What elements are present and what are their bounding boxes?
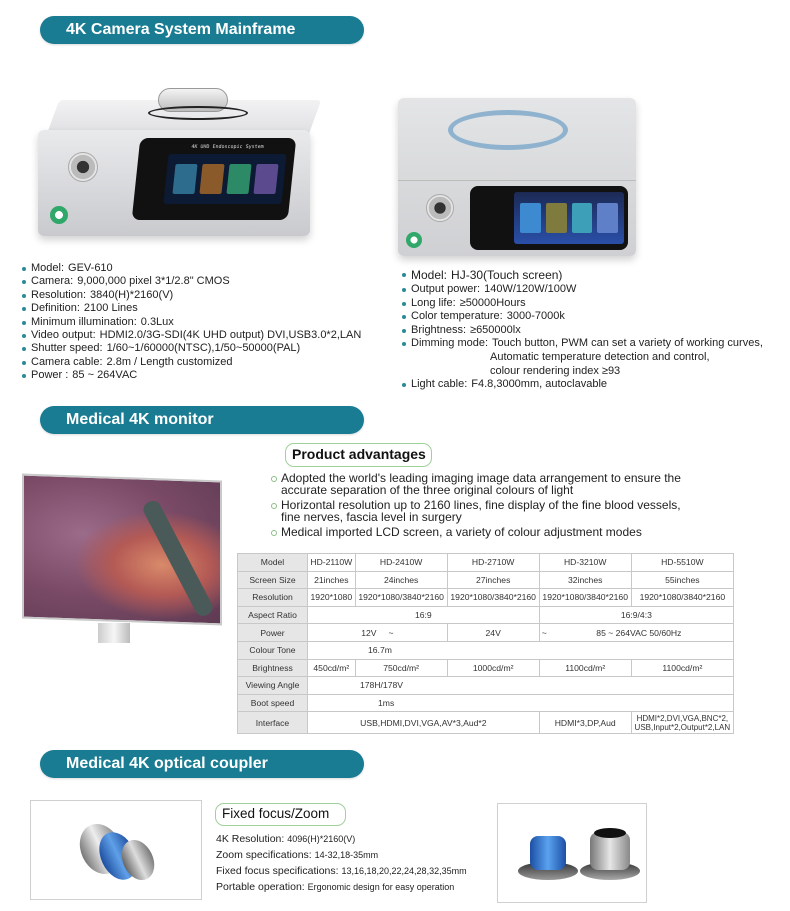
table-row [238, 606, 734, 624]
light-cable-image [448, 110, 568, 150]
monitor-stand [98, 623, 130, 643]
spec-item: Zoom specifications: 14-32,18-35mm [216, 849, 379, 861]
table-cell: 12V ~ [308, 624, 448, 642]
surgical-instrument-image [141, 498, 216, 618]
table-cell: HD-2710W [447, 554, 539, 572]
table-cell: 1ms [308, 694, 734, 712]
table-cell: 1100cd/m² [539, 659, 631, 677]
table-cell: 1920*1080/3840*2160 [355, 589, 447, 607]
table-row [238, 571, 734, 589]
fixed-focus-zoom-badge: Fixed focus/Zoom [215, 803, 346, 826]
table-cell: 750cd/m² [355, 659, 447, 677]
row-header: Viewing Angle [238, 677, 308, 695]
section-banner-monitor: Medical 4K monitor [40, 406, 364, 434]
table-cell: USB,HDMI,DVI,VGA,AV*3,Aud*2 [308, 712, 540, 734]
advantage-item: Adopted the world's leading imaging image data arrangement to ensure the accurate separation of the three original colours of light [271, 472, 691, 496]
camera-spec-list [22, 262, 361, 383]
table-cell: 16:9 [308, 606, 540, 624]
table-row [238, 712, 734, 734]
spec-item: 4K Resolution: 4096(H)*2160(V) [216, 833, 356, 845]
spec-item: Output power: 140W/120W/100W [402, 283, 763, 297]
spec-item: Definition: 2100 Lines [22, 302, 361, 315]
row-header: Model [238, 554, 308, 572]
spec-item: Camera: 9,000,000 pixel 3*1/2.8" CMOS [22, 275, 361, 288]
spec-item-continued: colour rendering index ≥93 [490, 364, 621, 377]
section-banner-coupler: Medical 4K optical coupler [40, 750, 364, 778]
row-header: Aspect Ratio [238, 606, 308, 624]
spec-item: Video output: HDMI2.0/3G-SDI(4K UHD output) DVI,USB3.0*2,LAN [22, 329, 361, 342]
spec-item: Model: GEV-610 [22, 262, 361, 275]
screen-title: 4K UHD Endoscopic System [191, 144, 264, 150]
table-cell: HD-5510W [631, 554, 733, 572]
table-row [238, 659, 734, 677]
table-cell: 32inches [539, 571, 631, 589]
table-cell: 1000cd/m² [447, 659, 539, 677]
table-cell: 1920*1080 [308, 589, 356, 607]
light-source-image [398, 98, 638, 258]
table-cell: 1920*1080/3840*2160 [539, 589, 631, 607]
optical-coupler-image [30, 800, 202, 900]
advantage-item: Horizontal resolution up to 2160 lines, fine display of the fine blood vessels, fine nerves, fascia level in surgery [271, 499, 691, 523]
camera-mainframe-image [38, 88, 338, 248]
spec-item: Dimming mode: Touch button, PWM can set a variety of working curves, [402, 337, 763, 351]
spec-item: Camera cable: 2.8m / Length customized [22, 356, 361, 369]
spec-item: Fixed focus specifications: 13,16,18,20,22,24,28,32,35mm [216, 865, 467, 877]
table-row [238, 589, 734, 607]
spec-item: Portable operation: Ergonomic design for easy operation [216, 881, 455, 893]
table-row [238, 694, 734, 712]
spec-item: Brightness: ≥650000lx [402, 324, 763, 338]
table-cell: 24inches [355, 571, 447, 589]
medical-monitor-image [22, 474, 222, 626]
spec-item: Shutter speed: 1/60~1/60000(NTSC),1/50~50000(PAL) [22, 342, 361, 355]
table-cell: 24V [447, 624, 539, 642]
row-header: Screen Size [238, 571, 308, 589]
product-advantages-list [271, 472, 691, 541]
coupler-spec-list [216, 831, 467, 895]
row-header: Resolution [238, 589, 308, 607]
spec-item: Long life: ≥50000Hours [402, 297, 763, 311]
spec-item-continued: Automatic temperature detection and control, [490, 350, 710, 363]
table-cell: 450cd/m² [308, 659, 356, 677]
table-cell: 16:9/4:3 [539, 606, 733, 624]
power-button-icon [406, 232, 422, 248]
table-cell: HD-2110W [308, 554, 356, 572]
camera-port-icon [68, 152, 98, 182]
spec-item: Color temperature: 3000-7000k [402, 310, 763, 324]
table-cell: 1100cd/m² [631, 659, 733, 677]
spec-item: Light cable: F4.8,3000mm, autoclavable [402, 378, 763, 392]
table-row [238, 641, 734, 659]
section-banner-camera: 4K Camera System Mainframe [40, 16, 364, 44]
table-cell: HD-3210W [539, 554, 631, 572]
table-row [238, 677, 734, 695]
power-button-icon [50, 206, 68, 224]
spec-item: Resolution: 3840(H)*2160(V) [22, 289, 361, 302]
coupler-pair-image [497, 803, 647, 903]
table-cell: 21inches [308, 571, 356, 589]
table-cell: HDMI*3,DP,Aud [539, 712, 631, 734]
spec-item: Model: HJ-30(Touch screen) [402, 268, 763, 283]
monitor-spec-table [237, 553, 734, 734]
table-cell: 55inches [631, 571, 733, 589]
light-port-icon [426, 194, 454, 222]
row-header: Colour Tone [238, 641, 308, 659]
table-cell: HD-2410W [355, 554, 447, 572]
light-spec-list [402, 268, 763, 392]
table-cell: 178H/178V [308, 677, 734, 695]
table-row [238, 624, 734, 642]
table-cell: 16.7m [308, 641, 734, 659]
spec-item: Power : 85 ~ 264VAC [22, 369, 361, 382]
table-row [238, 554, 734, 572]
table-cell: 1920*1080/3840*2160 [447, 589, 539, 607]
row-header: Power [238, 624, 308, 642]
product-advantages-badge: Product advantages [285, 443, 432, 467]
table-cell: 27inches [447, 571, 539, 589]
table-cell: 1920*1080/3840*2160 [631, 589, 733, 607]
spec-item: Minimum illumination: 0.3Lux [22, 316, 361, 329]
advantage-item: Medical imported LCD screen, a variety of colour adjustment modes [271, 526, 691, 538]
row-header: Brightness [238, 659, 308, 677]
row-header: Boot speed [238, 694, 308, 712]
table-cell: HDMI*2,DVI,VGA,BNC*2, USB,Input*2,Output*2,LAN [631, 712, 733, 734]
row-header: Interface [238, 712, 308, 734]
table-cell: ~ 85 ~ 264VAC 50/60Hz [539, 624, 733, 642]
